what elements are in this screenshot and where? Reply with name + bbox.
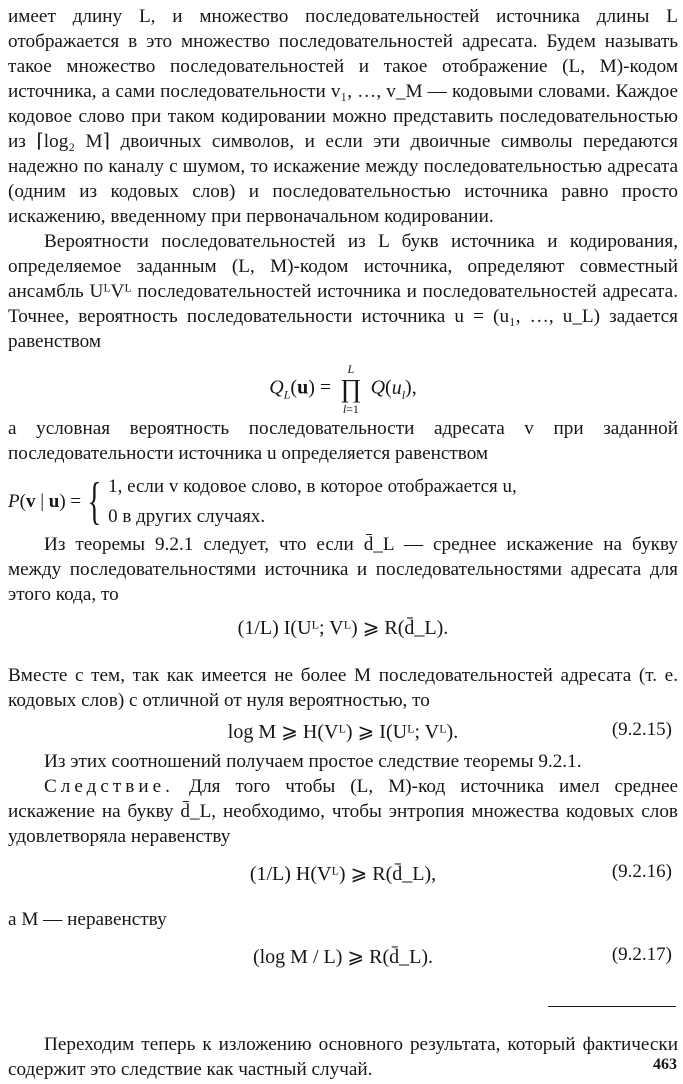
equation-9-2-17: [8, 932, 678, 992]
equation-q-text: $Q_L(u) = L$ ∏ l=1 $Q(u_l)$,: [269, 362, 417, 416]
paragraph-2: [8, 229, 678, 354]
equation-i-text: (1/L) I(Uᴸ; Vᴸ) ⩾ R(d̄_L).: [237, 617, 449, 639]
equation-17-number: (9.2.17): [611, 944, 672, 965]
paragraph-1: [8, 4, 678, 229]
section-divider-area: [8, 992, 678, 1032]
p6-text: Из этих соотношений получаем простое следствие теоремы 9.2.1.: [44, 751, 582, 772]
p4-text: Из теоремы 9.2.1 следует, что если d̄_L — среднее искажение на букву между последовательностями источника и последовательностями адресата для этого кода, то: [8, 534, 678, 605]
p8-text: а M — неравенству: [8, 909, 167, 930]
equation-p-lhs: P(v | u) = { 1, если v кодовое слово, в которое отображается u, 0 в других случаях.: [8, 473, 517, 530]
equation-q-product: [8, 354, 678, 416]
paragraph-9: [8, 1032, 678, 1082]
p7-text: Для того чтобы (L, M)-код источника имел среднее искажение на букву d̄_L, необходимо, чтобы энтропия множества кодовых слов удовлетворяла неравенству: [8, 776, 678, 847]
page-number: 463: [653, 1056, 677, 1073]
paragraph-5: [8, 663, 678, 713]
corollary-label: Следствие.: [44, 776, 174, 797]
p9-text: Переходим теперь к изложению основного результата, который фактически содержит это следствие как частный случай.: [8, 1034, 678, 1080]
p5-text: Вместе с тем, так как имеется не более M последовательностей адресата (т. е. кодовых слов) с отличной от нуля вероятностью, то: [8, 665, 678, 711]
equation-17-text: (log M / L) ⩾ R(d̄_L).: [252, 946, 434, 968]
section-divider-rule: [548, 1006, 676, 1007]
p3-text: а условная вероятность последовательности адресата v при заданной последовательности источника u определяется равенством: [8, 418, 678, 464]
equation-conditional-prob: [8, 466, 678, 532]
paragraph-6: [8, 749, 678, 774]
equation-15-number: (9.2.15): [611, 719, 672, 740]
p2-text: Вероятности последовательностей из L букв источника и кодирования, определяемое заданным (L, M)-кодом источника, определяют совместный ансамбль UᴸVᴸ последовательностей источника и последовательностей адресата. Точнее, вероятность последовательности источника u = (u₁, …, u_L) задается равенством: [8, 231, 678, 352]
paragraph-8: [8, 907, 678, 932]
equation-9-2-16: [8, 849, 678, 907]
equation-16-text: (1/L) H(Vᴸ) ⩾ R(d̄_L),: [249, 863, 437, 885]
eq-case-1: 1, если v кодовое слово, в которое отображается u,: [108, 476, 517, 497]
equation-mutual-info: [8, 607, 678, 663]
p1-text: имеет длину L, и множество последовательностей источника длины L отображается в это множество последовательностей адресата. Будем называть такое множество последовательностей и такое отображение (L, M)-кодом источника, а сами последовательности v₁, …, v_M — кодовыми словами. Каждое кодовое слово при таком кодировании можно представить последовательностью из ⌈log₂ M⌉ двоичных символов, и если эти двоичные символы передаются надежно по каналу с шумом, то искажение между последовательностью адресата (одним из кодовых слов) и последовательностью источника равно просто искажению, введенному при первоначальном кодировании.: [8, 6, 678, 227]
equation-16-number: (9.2.16): [611, 861, 672, 882]
page-body: [8, 4, 678, 1082]
paragraph-3: [8, 416, 678, 466]
paragraph-7: [8, 774, 678, 849]
product-symbol: L ∏ l=1: [340, 362, 362, 416]
equation-9-2-15: [8, 713, 678, 749]
paragraph-4: [8, 532, 678, 607]
equation-15-text: log M ⩾ H(Vᴸ) ⩾ I(Uᴸ; Vᴸ).: [227, 721, 459, 743]
eq-case-2: 0 в других случаях.: [108, 506, 266, 527]
